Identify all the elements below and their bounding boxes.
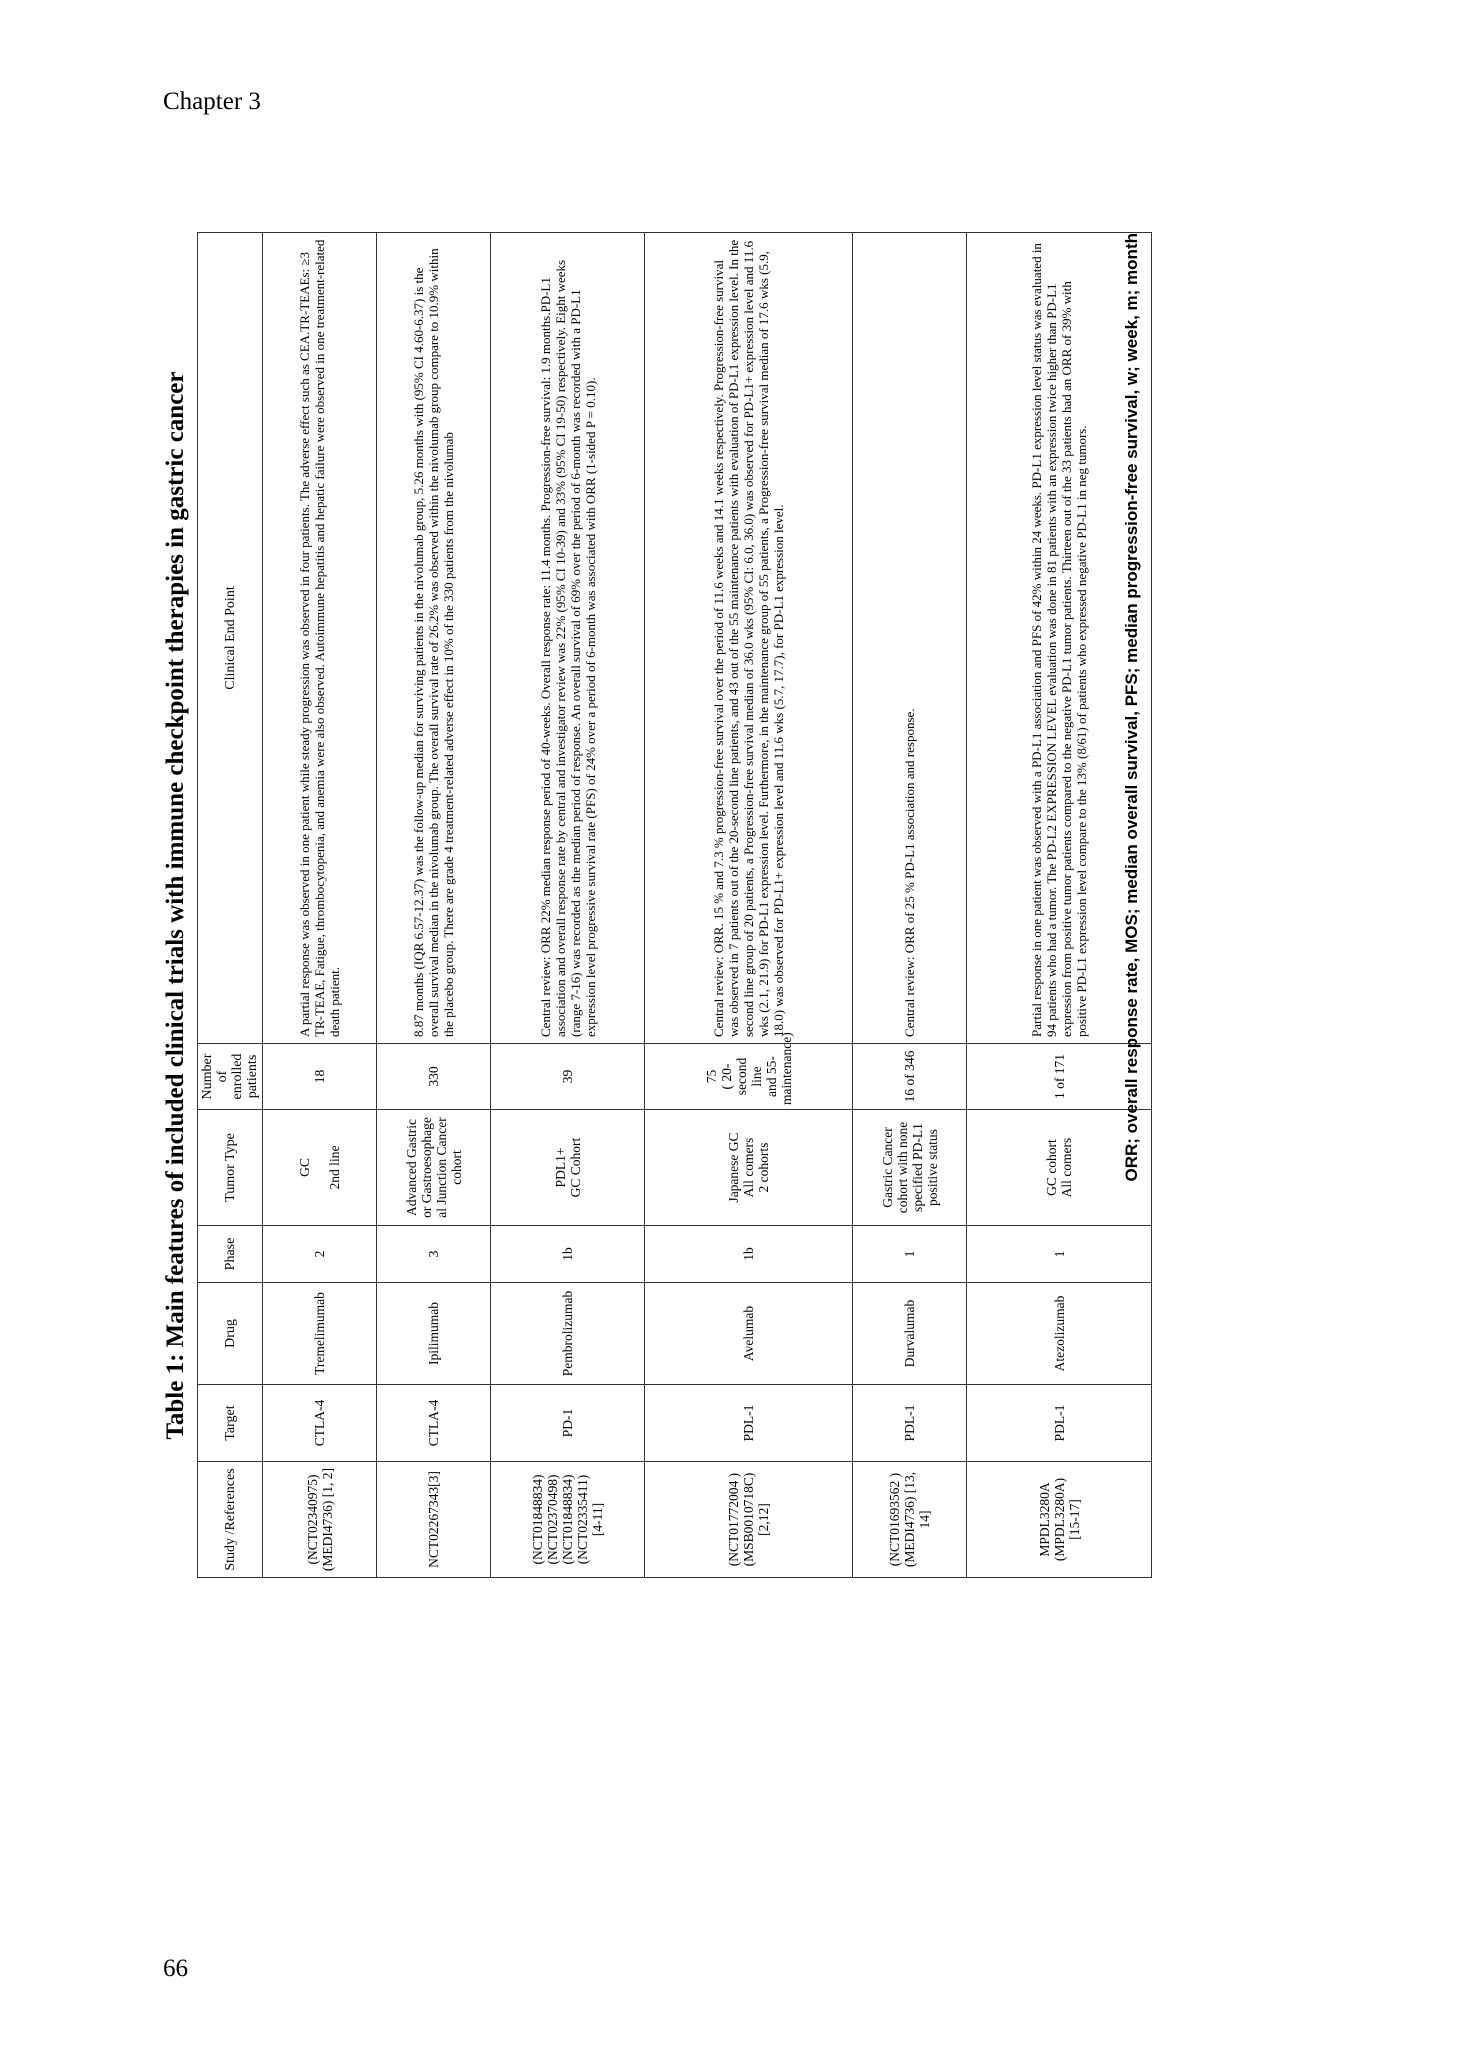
table-row [853, 233, 967, 1578]
cell-tumor: Gastric Cancer cohort with none specified PD-L1 positive status [853, 1110, 967, 1226]
cell-enrolled: 330 [377, 1044, 491, 1110]
cell-phase: 1b [491, 1226, 645, 1283]
table-title: Table 1: Main features of included clinical trials with immune checkpoint therapies in gastric cancer [162, 371, 189, 1440]
table-row [263, 233, 377, 1578]
cell-phase: 1 [853, 1226, 967, 1283]
table-footnote: ORR; overall response rate, MOS; median overall survival, PFS; median progression-free survival, w; week, m; month [1122, 233, 1141, 1182]
rotated-table-block [155, 233, 1155, 1578]
header-study: Study /References [198, 1462, 263, 1578]
cell-endpoint: Central review: ORR 22% median response period of 40-weeks. Overall response rate: 11.4 months. Progression-free survival: 1.9 months.PD-L1 association and overall response rate by central and investigator review was 22% (95% CI 10-39) and 33% (95% CI 19-50) respectively. Eight weeks (range 7-16) was recorded as the median period of response. An overall survival of 69% over the period of 6-month was recorded with a PD-L1 expression level progressive survival rate (PFS) of 24% over a period of 6-month was associated with ORR (1-sided P = 0.10). [491, 233, 645, 1044]
cell-endpoint: A partial response was observed in one patient while steady progression was observed in four patients. The adverse effect such as CEA.TR-TEAEs: ≥3 TR-TEAE, Fatigue, thrombocytopenia, and anemia were also observed. Autoimmune hepatitis and hepatic failure were observed in one treatment-related death patient. [263, 233, 377, 1044]
cell-tumor: GC 2nd line [263, 1110, 377, 1226]
cell-endpoint: Central review: ORR. 15 % and 7.3 % progression-free survival over the period of 11.6 weeks and 14.1 weeks respectively. Progression-free survival was observed in 7 patients out of the 20-second line patients, and 43 out of the 55 maintenance patients with evaluation of PD-L1 expression level. In the second line group of 20 patients, a Progression-free survival median of 36.0 wks (95% CI: 6.0, 36.0) was observed for PD-L1+ expression level and 11.6 wks (2.1, 21.9) for PD-L1 expression level. Furthermore, in the maintenance group of 55 patients, a Progression-free survival median of 17.6 wks (5.9, 18.0) was observed for PD-L1+ expression level and 11.6 wks (5.7, 17.7), for PD-L1 expression level. [645, 233, 853, 1044]
cell-drug: Atezolizumab [967, 1283, 1152, 1385]
chapter-heading: Chapter 3 [163, 88, 261, 115]
cell-target: CTLA-4 [263, 1385, 377, 1462]
cell-tumor: Advanced Gastric or Gastroesophage al Junction Cancer cohort [377, 1110, 491, 1226]
header-enrolled: Number of enrolled patients [198, 1044, 263, 1110]
cell-endpoint: 8.87 months (IQR 6.57-12.37) was the follow-up median for surviving patients in the nivolumab group, 5.26 months with (95% CI 4.60-6.37) is the overall survival median in the nivolumab group. The overall survival rate of 26.2% was observed within the nivolumab group compare to 10.9% within the placebo group. There are grade 4 treatment-related adverse effect in 10% of the 330 patients from the nivolumab [377, 233, 491, 1044]
cell-endpoint: Central review: ORR of 25 % PD-L1 association and response. [853, 233, 967, 1044]
cell-study: (NCT02340975) (MEDI4736) [1, 2] [263, 1462, 377, 1578]
cell-study: (NCT01693562 ) (MEDI4736) [13, 14] [853, 1462, 967, 1578]
cell-tumor: Japanese GC All comers 2 cohorts [645, 1110, 853, 1226]
header-tumor-type: Tumor Type [198, 1110, 263, 1226]
header-drug: Drug [198, 1283, 263, 1385]
cell-endpoint: Partial response in one patient was observed with a PD-L1 association and PFS of 42% within 24 weeks. PD-L1 expression level status was evaluated in 94 patients who had a tumor. The PD-L2 EXPRESSION LEVEL evaluation was done in 81 patients with an expression twice higher than PD-L1 expression from positive tumor patients compared to the negative PD-L1 tumor patients. Thirteen out of the 33 patients had an ORR of 39% with positive PD-L1 expression level compare to the 13% (8/61) of patients who expressed negative PD-L1 in neg tumors. [967, 233, 1152, 1044]
header-endpoint: Clinical End Point [198, 233, 263, 1044]
cell-target: PDL-1 [967, 1385, 1152, 1462]
table-row [645, 233, 853, 1578]
cell-enrolled: 39 [491, 1044, 645, 1110]
cell-drug: Durvalumab [853, 1283, 967, 1385]
cell-tumor: GC cohort All comers [967, 1110, 1152, 1226]
cell-enrolled: 16 of 346 [853, 1044, 967, 1110]
cell-enrolled: 75 ( 20-second line and 55- maintenance) [645, 1044, 853, 1110]
cell-phase: 3 [377, 1226, 491, 1283]
cell-drug: Ipilimumab [377, 1283, 491, 1385]
cell-target: PDL-1 [645, 1385, 853, 1462]
cell-target: PDL-1 [853, 1385, 967, 1462]
header-phase: Phase [198, 1226, 263, 1283]
table-row [491, 233, 645, 1578]
header-target: Target [198, 1385, 263, 1462]
cell-phase: 2 [263, 1226, 377, 1283]
page-number: 66 [163, 1955, 188, 1982]
cell-drug: Tremelimumab [263, 1283, 377, 1385]
table-row [377, 233, 491, 1578]
table-header-row [198, 233, 263, 1578]
cell-target: CTLA-4 [377, 1385, 491, 1462]
cell-study: (NCT01772004 ) (MSB0010718C) [2,12] [645, 1462, 853, 1578]
cell-drug: Avelumab [645, 1283, 853, 1385]
cell-enrolled: 18 [263, 1044, 377, 1110]
cell-target: PD-1 [491, 1385, 645, 1462]
cell-study: (NCT01848834) (NCT02370498) (NCT01848834) (NCT02335411) [4-11] [491, 1462, 645, 1578]
cell-drug: Pembrolizumab [491, 1283, 645, 1385]
cell-study: NCT02267343[3] [377, 1462, 491, 1578]
cell-phase: 1b [645, 1226, 853, 1283]
cell-enrolled: 1 of 171 [967, 1044, 1152, 1110]
cell-tumor: PDL1+ GC Cohort [491, 1110, 645, 1226]
clinical-trials-table [197, 232, 1152, 1578]
cell-study: MPDL3280A (MPDL3280A) [15-17] [967, 1462, 1152, 1578]
cell-phase: 1 [967, 1226, 1152, 1283]
